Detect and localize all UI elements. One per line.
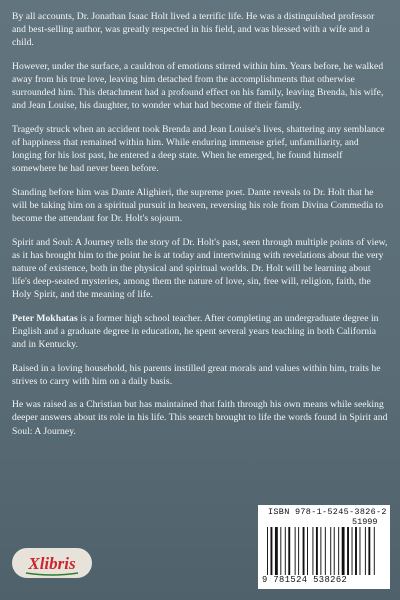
xlibris-logo [12,548,92,578]
isbn-text: ISBN 978-1-5245-3826-2 [268,507,387,517]
ean-digits: 9 781524 538262 [262,575,348,585]
price-code: 51999 [352,517,378,527]
synopsis [12,10,388,448]
synopsis-paragraph-2: However, under the surface, a cauldron of emotions stirred within him. Years before, he walked away from his true love, leaving him detached from the accomplishments that otherwise surrounded him. This detachment had a profound effect on his family, leaving Brenda, his wife, and Jean Louise, his daughter, to wonder what had become of their family. [12,60,384,112]
author-name: Peter Mokhatas [12,312,78,324]
synopsis-paragraph-3: Tragedy struck when an accident took Brenda and Jean Louise's lives, shattering any semblance of happiness that remained within him. While enduring immense grief, unfamiliarity, and longing for his lost past, he entered a deep state. When he emerged, he found himself somewhere he had never been before. [12,123,385,175]
synopsis-paragraph-4: Standing before him was Dante Alighieri, the supreme poet. Dante reveals to Dr. Holt that he will be taking him on a spiritual pursuit in heaven, reversing his role from Divina Commedia to become the attendant for Dr. Holt's sojourn. [12,186,384,225]
synopsis-paragraph-5: Spirit and Soul: A Journey tells the story of Dr. Holt's past, seen through multiple points of view, as it has brought him to the point he is at today and intertwining with revelations about the very nature of existence, both in the physical and spiritual worlds. Dr. Holt will be learning about life's deep-seated mysteries, among them the nature of love, sin, free will, religion, faith, the Holy Spirit, and the meaning of life. [12,236,388,301]
bio-paragraph-2: He was raised as a Christian but has maintained that faith through his own means while seeking deeper answers about its role in his life. This search brought to life the words found in Spirit and Soul: A Journey. [12,399,388,437]
bio-paragraph-1: Raised in a loving household, his parents instilled great morals and values within him, traits he strives to carry with him on a daily basis. [12,362,381,387]
publisher-name: Xlibris [28,554,76,573]
barcode [258,505,390,589]
author-bio [12,312,388,352]
barcode-bars [266,527,382,575]
synopsis-paragraph-1: By all accounts, Dr. Jonathan Isaac Holt lived a terrific life. He was a distinguished professor and best-selling author, was greatly respected in his field, and was blessed with a wife and a child. [12,11,375,49]
author-bio-text: is a former high school teacher. After completing an undergraduate degree in English and a graduate degree in education, he spent several years teaching in both California and in Kentucky. [12,312,379,351]
